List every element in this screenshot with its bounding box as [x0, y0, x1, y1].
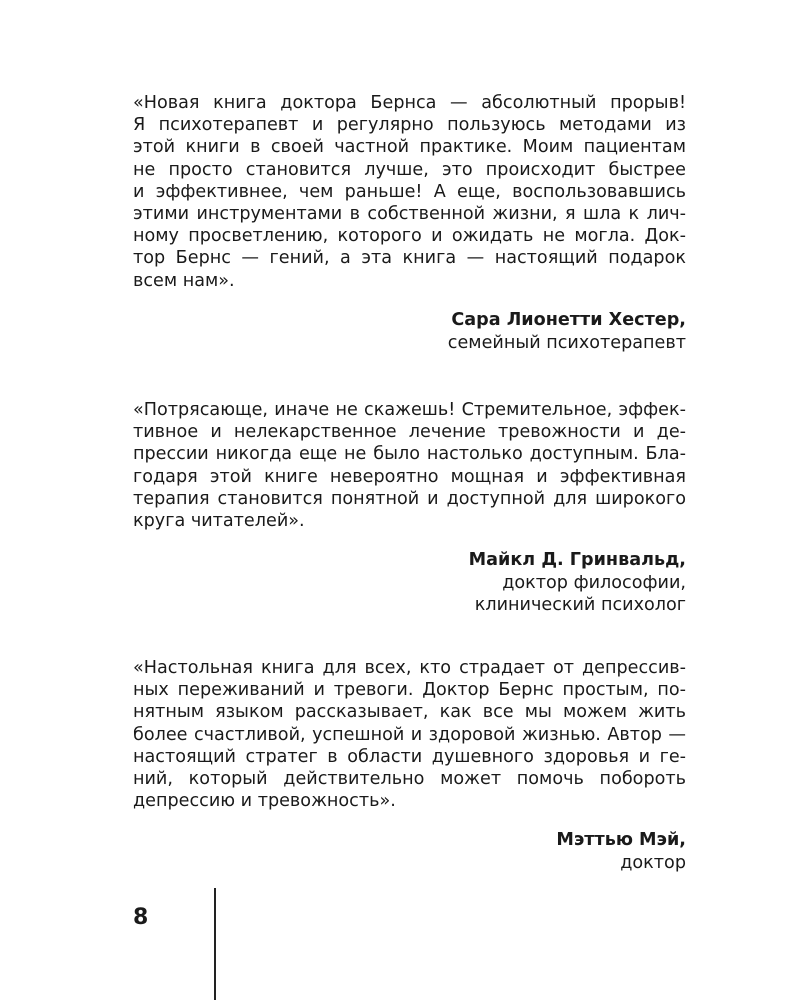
quote-line: «Настольная книга для всех, кто страдает от депрессив- — [133, 658, 686, 678]
author-name: Мэттью Мэй, — [556, 830, 686, 850]
quote-line: депрессию и тревожность». — [133, 791, 396, 812]
quote-line: ному просветлению, которого и ожидать не могла. Док- — [133, 226, 686, 247]
author-name: Майкл Д. Гринвальд, — [468, 550, 686, 570]
quote-line: и эффективнее, чем раньше! А еще, воспользовавшись — [133, 181, 686, 202]
author-role: семейный психотерапевт — [447, 332, 686, 353]
testimonial-quote-1 — [133, 92, 686, 292]
quote-line: настоящий стратег в области душевного здоровья и ге- — [133, 746, 686, 767]
quote-line: тор Бернс — гений, а эта книга — настоящий подарок — [133, 248, 686, 269]
author-role: клинический психолог — [474, 595, 686, 615]
testimonial-quote-3 — [133, 657, 686, 812]
quote-line: «Потрясающе, иначе не скажешь! Стремительное, эффек- — [133, 400, 686, 420]
quote-line: нятным языком рассказывает, как все мы можем жить — [133, 702, 686, 723]
testimonial-attribution-1 — [133, 309, 686, 354]
quote-line: прессии никогда еще не было настолько доступным. Бла- — [133, 444, 686, 465]
quote-line: ных переживаний и тревоги. Доктор Бернс простым, по- — [133, 680, 686, 701]
quote-line: ний, который действительно может помочь побороть — [133, 769, 686, 790]
quote-line: круга читателей». — [133, 511, 305, 532]
page-number: 8 — [133, 905, 149, 930]
quote-line: не просто становится лучше, это происходит быстрее — [133, 159, 686, 180]
quote-line: этой книги в своей частной практике. Моим пациентам — [133, 137, 686, 158]
testimonial-quote-2 — [133, 399, 686, 532]
quote-line: всем нам». — [133, 270, 235, 291]
quote-line: терапия становится понятной и доступной для широкого — [133, 488, 686, 509]
author-name: Сара Лионетти Хестер, — [451, 310, 686, 330]
testimonial-attribution-2 — [133, 549, 686, 617]
quote-line: Я психотерапевт и регулярно пользуюсь методами из — [133, 115, 686, 136]
quote-line: этими инструментами в собственной жизни, я шла к лич- — [133, 204, 686, 225]
testimonial-attribution-3 — [133, 829, 686, 874]
quote-line: «Новая книга доктора Бернса — абсолютный прорыв! — [133, 93, 686, 113]
quote-line: тивное и нелекарственное лечение тревожности и де- — [133, 422, 686, 443]
author-role: доктор — [620, 852, 686, 873]
quote-line: более счастливой, успешной и здоровой жизнью. Автор — — [133, 724, 686, 745]
quote-line: годаря этой книге невероятно мощная и эффективная — [133, 466, 686, 487]
vertical-divider — [214, 888, 216, 1000]
author-role: доктор философии, — [502, 572, 686, 593]
